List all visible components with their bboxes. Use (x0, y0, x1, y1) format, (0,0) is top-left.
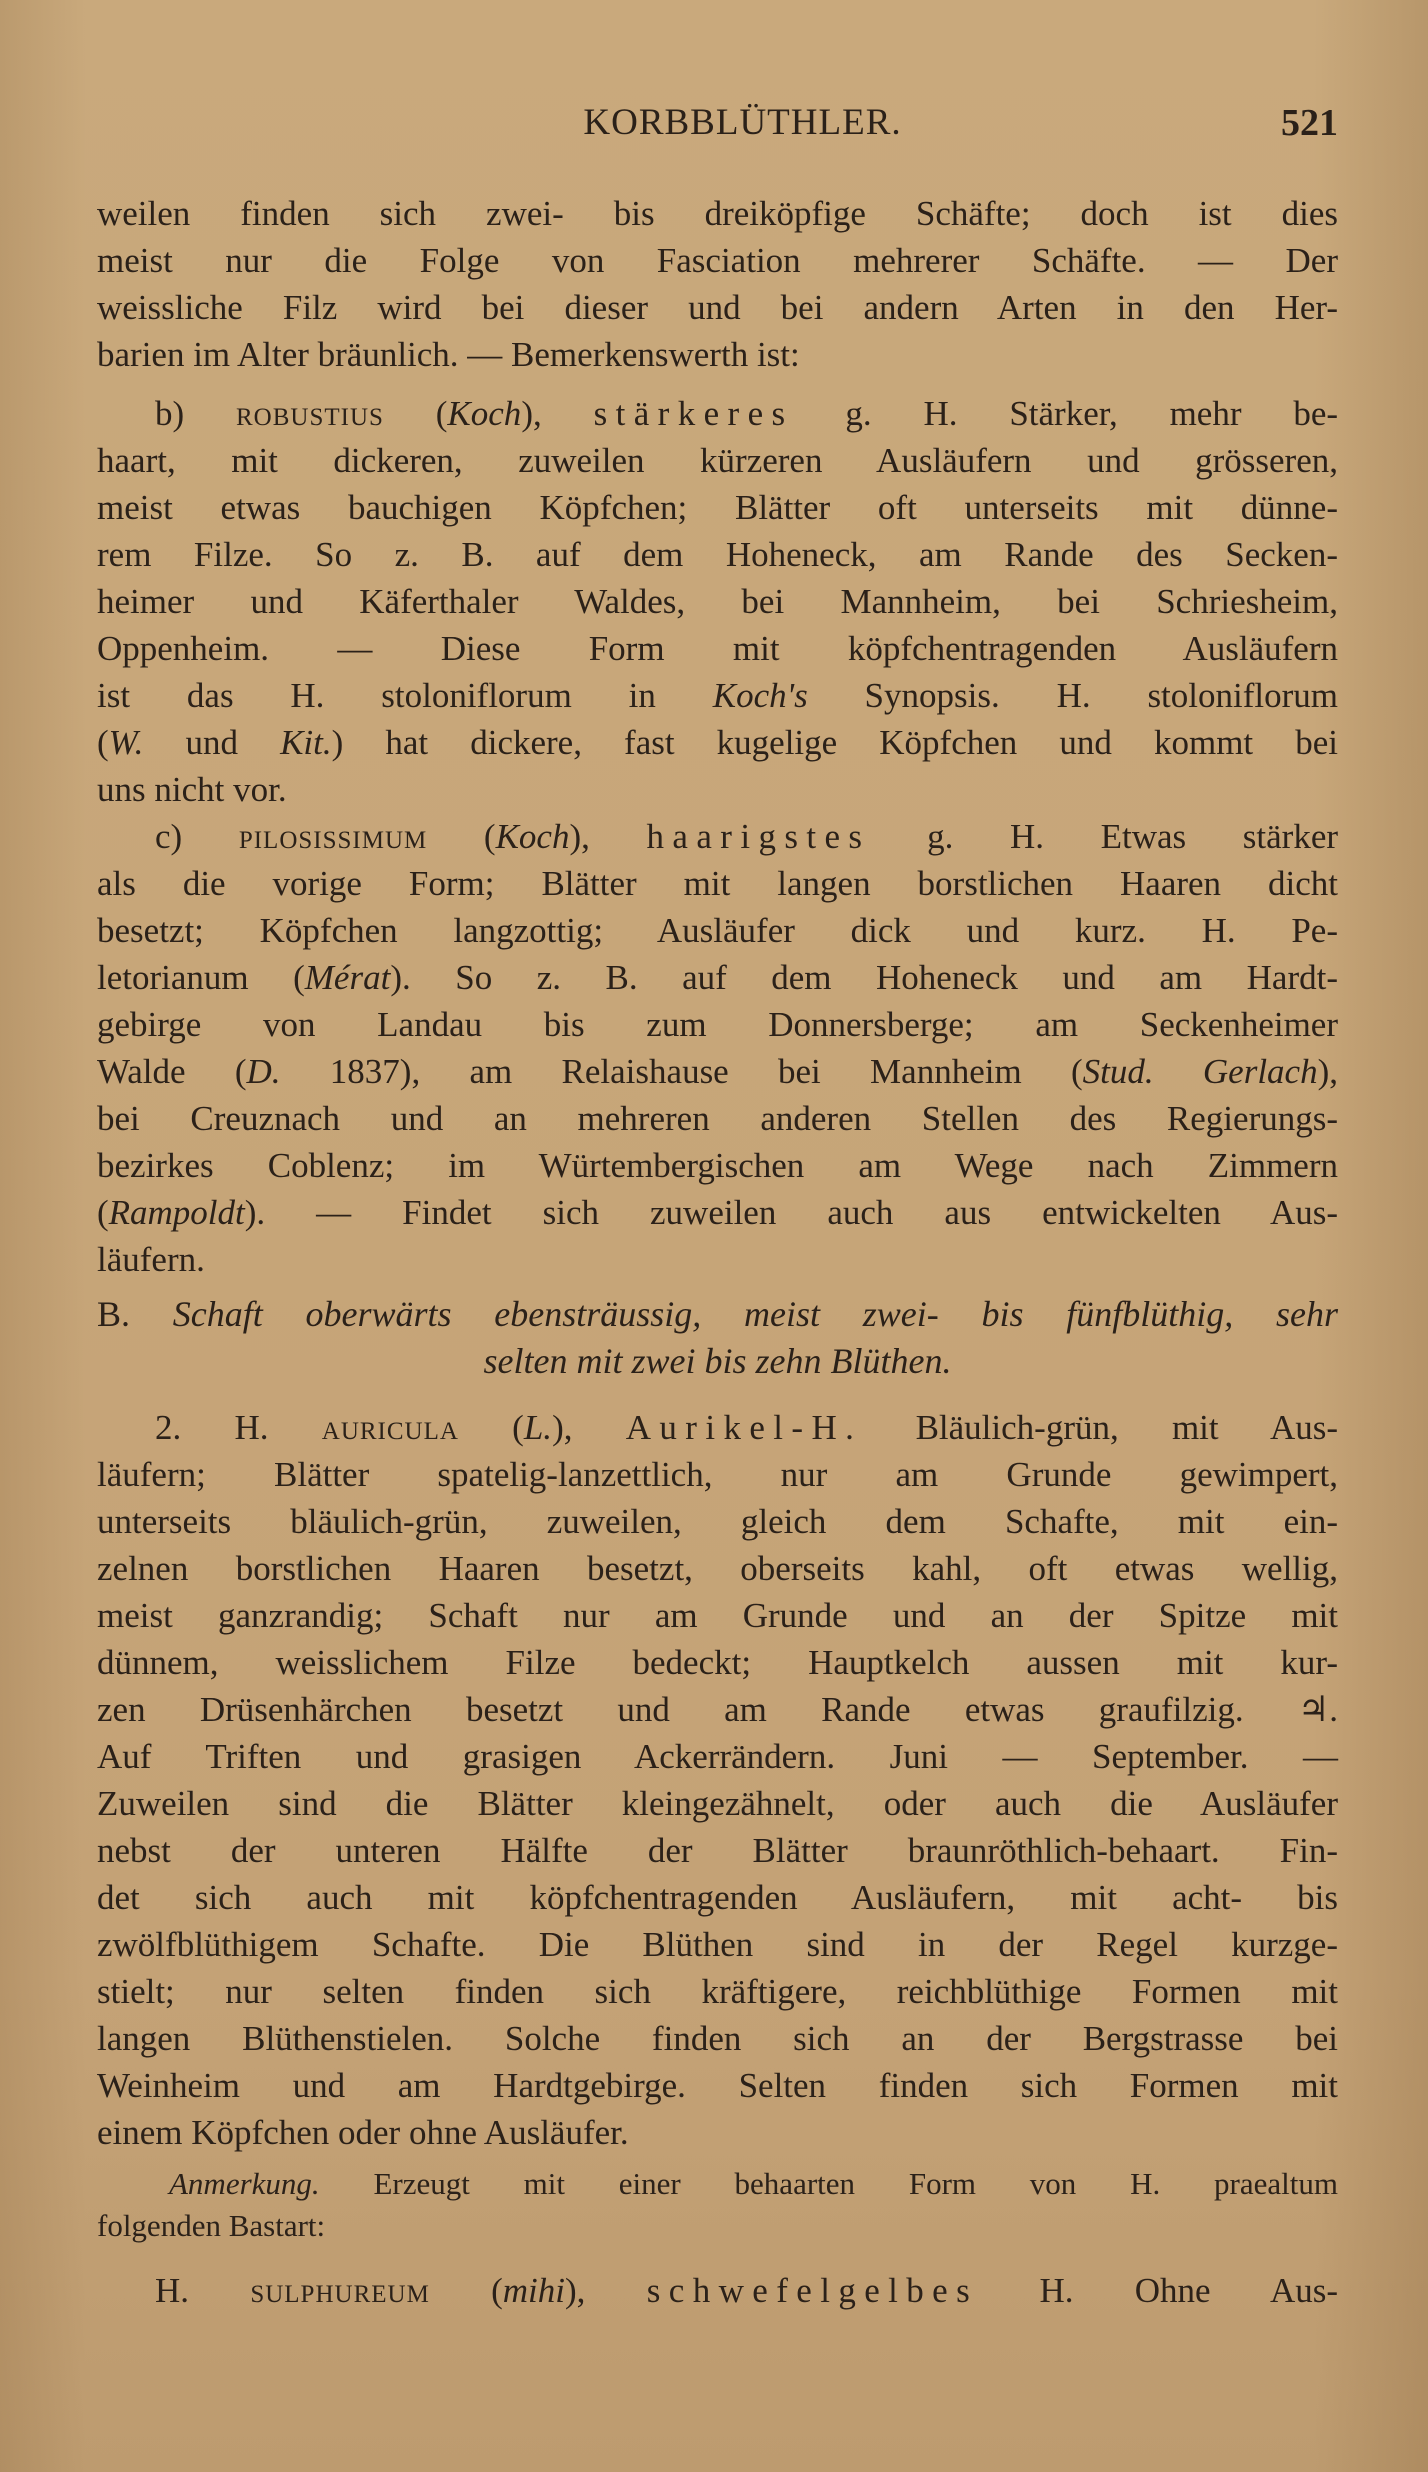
text-segment: weissliche Filz wird bei dieser und bei andern Arten in den Her- (97, 288, 1338, 327)
text-line (97, 719, 1338, 766)
text-segment: haart, mit dickeren, zuweilen kürzeren Ausläufern und grösseren, (97, 441, 1338, 480)
text-segment: ( (383, 394, 448, 433)
text-segment: meist ganzrandig; Schaft nur am Grunde und an der Spitze mit (97, 1596, 1338, 1635)
text-line (97, 766, 1338, 813)
text-line (97, 1291, 1338, 1338)
text-line (97, 2163, 1338, 2205)
text-segment: ), (565, 2271, 647, 2310)
text-segment: letorianum ( (97, 958, 305, 997)
text-segment: barien im Alter bräunlich. — Bemerkenswerth ist: (97, 335, 800, 374)
italic-text: mihi (502, 2271, 566, 2310)
text-line (97, 2205, 1338, 2247)
text-line (97, 190, 1338, 237)
text-line (97, 1338, 1338, 1385)
text-segment: stielt; nur selten finden sich kräftigere, reichblüthige Formen mit (97, 1972, 1338, 2011)
text-segment: ), (552, 1408, 626, 1447)
italic-text: Koch (495, 817, 570, 856)
text-line (97, 1639, 1338, 1686)
text-segment: ( (458, 1408, 524, 1447)
text-segment: Auf Triften und grasigen Ackerrändern. Juni — September. — (97, 1737, 1338, 1776)
italic-text: selten mit zwei bis zehn Blüthen. (483, 1341, 952, 1381)
text-line (97, 2015, 1338, 2062)
text-segment: 2. H. (155, 1408, 322, 1447)
spaced-common-name: Aurikel-H. (625, 1408, 863, 1447)
text-segment: g. H. Etwas stärker (870, 817, 1339, 856)
text-segment: ), (521, 394, 594, 433)
text-line (97, 1874, 1338, 1921)
text-line (97, 1921, 1338, 1968)
text-segment: Zuweilen sind die Blätter kleingezähnelt, oder auch die Ausläufer (97, 1784, 1338, 1823)
text-segment: H. Ohne Aus- (978, 2271, 1339, 2310)
spaced-common-name: stärkeres (593, 394, 794, 433)
spaced-common-name: schwefelgelbes (646, 2271, 979, 2310)
text-line (97, 390, 1338, 437)
text-segment: zwölfblüthigem Schafte. Die Blüthen sind in der Regel kurzge- (97, 1925, 1338, 1964)
text-line (97, 284, 1338, 331)
running-title: KORBBLÜTHLER. (583, 102, 902, 143)
text-segment: Walde ( (97, 1052, 247, 1091)
text-line (97, 625, 1338, 672)
italic-text: Anmerkung. (169, 2166, 320, 2201)
text-segment: ist das H. stoloniflorum in (97, 676, 713, 715)
text-segment: langen Blüthenstielen. Solche finden sich an der Bergstrasse bei (97, 2019, 1338, 2058)
italic-text: Kit. (280, 723, 332, 762)
text-segment: B. (97, 1294, 173, 1334)
text-segment: ( (97, 1193, 109, 1232)
text-line (97, 907, 1338, 954)
text-segment: Erzeugt mit einer behaarten Form von H. praealtum (319, 2166, 1338, 2201)
text-segment: einem Köpfchen oder ohne Ausläufer. (97, 2113, 629, 2152)
text-segment: meist nur die Folge von Fasciation mehrerer Schäfte. — Der (97, 241, 1338, 280)
text-line (97, 813, 1338, 860)
text-line (97, 578, 1338, 625)
text-segment: meist etwas bauchigen Köpfchen; Blätter oft unterseits mit dünne- (97, 488, 1338, 527)
text-segment: uns nicht vor. (97, 770, 287, 809)
text-segment: und (143, 723, 281, 762)
text-segment: H. (155, 2271, 251, 2310)
text-segment: bezirkes Coblenz; im Würtembergischen am Wege nach Zimmern (97, 1146, 1338, 1185)
text-segment: Synopsis. H. stoloniflorum (807, 676, 1338, 715)
text-segment: 1837), am Relaishause bei Mannheim ( (280, 1052, 1083, 1091)
text-segment: als die vorige Form; Blätter mit langen borstlichen Haaren dicht (97, 864, 1338, 903)
text-segment: det sich auch mit köpfchentragenden Ausläufern, mit acht- bis (97, 1878, 1338, 1917)
italic-text: D. (246, 1052, 281, 1091)
text-segment: ( (97, 723, 109, 762)
text-line (97, 1001, 1338, 1048)
text-segment: dünnem, weisslichem Filze bedeckt; Hauptkelch aussen mit kur- (97, 1643, 1338, 1682)
text-line (97, 1780, 1338, 1827)
text-line (97, 1189, 1338, 1236)
text-segment: ). — Findet sich zuweilen auch aus entwickelten Aus- (244, 1193, 1338, 1232)
text-segment: ), (1317, 1052, 1338, 1091)
text-segment: ( (427, 817, 496, 856)
text-line (97, 1545, 1338, 1592)
text-segment: c) (155, 817, 239, 856)
text-segment: heimer und Käferthaler Waldes, bei Mannheim, bei Schriesheim, (97, 582, 1338, 621)
text-line (97, 1592, 1338, 1639)
paragraph (97, 2267, 1338, 2314)
italic-text: Stud. Gerlach (1082, 1052, 1318, 1091)
text-segment: rem Filze. So z. B. auf dem Hoheneck, am Rande des Secken- (97, 535, 1338, 574)
paragraph (97, 1404, 1338, 2156)
small-caps-name: pilosissimum (238, 817, 428, 856)
text-line (97, 1686, 1338, 1733)
text-segment: gebirge von Landau bis zum Donnersberge; am Seckenheimer (97, 1005, 1338, 1044)
text-segment: läufern; Blätter spatelig-lanzettlich, nur am Grunde gewimpert, (97, 1455, 1338, 1494)
text-segment: zen Drüsenhärchen besetzt und am Rande etwas graufilzig. ♃. (97, 1690, 1338, 1729)
text-line (97, 1733, 1338, 1780)
text-segment: bei Creuznach und an mehreren anderen Stellen des Regierungs- (97, 1099, 1338, 1138)
text-line (97, 1236, 1338, 1283)
text-segment: Weinheim und am Hardtgebirge. Selten finden sich Formen mit (97, 2066, 1338, 2105)
text-line (97, 437, 1338, 484)
italic-text: Mérat (304, 958, 391, 997)
italic-text: Koch (447, 394, 522, 433)
text-line (97, 1827, 1338, 1874)
text-segment: Bläulich-grün, mit Aus- (862, 1408, 1338, 1447)
text-segment: b) (155, 394, 236, 433)
text-line (97, 1498, 1338, 1545)
italic-text: Koch's (712, 676, 808, 715)
italic-text: W. (108, 723, 144, 762)
text-segment: nebst der unteren Hälfte der Blätter braunröthlich-behaart. Fin- (97, 1831, 1338, 1870)
text-line (97, 1095, 1338, 1142)
text-line (97, 531, 1338, 578)
text-segment: g. H. Stärker, mehr be- (793, 394, 1339, 433)
small-caps-name: auricula (321, 1408, 459, 1447)
text-line (97, 1451, 1338, 1498)
paragraph (97, 2163, 1338, 2247)
text-line (97, 860, 1338, 907)
text-line (97, 237, 1338, 284)
paragraph (97, 813, 1338, 1283)
text-line (97, 331, 1338, 378)
italic-text: L. (523, 1408, 553, 1447)
page-number: 521 (1281, 102, 1338, 144)
text-segment: ). So z. B. auf dem Hoheneck und am Hardt- (390, 958, 1338, 997)
text-line (97, 1404, 1338, 1451)
text-segment: weilen finden sich zwei- bis dreiköpfige Schäfte; doch ist dies (97, 194, 1338, 233)
text-segment: zelnen borstlichen Haaren besetzt, oberseits kahl, oft etwas wellig, (97, 1549, 1338, 1588)
text-line (97, 1048, 1338, 1095)
paragraph (97, 1291, 1338, 1385)
text-column (97, 190, 1338, 2314)
text-segment: folgenden Bastart: (97, 2208, 326, 2243)
paragraph (97, 190, 1338, 378)
small-caps-name: robustius (236, 394, 384, 433)
text-line (97, 484, 1338, 531)
spaced-common-name: haarigstes (646, 817, 871, 856)
text-line (97, 1968, 1338, 2015)
text-line (97, 672, 1338, 719)
text-line (97, 2109, 1338, 2156)
text-line (97, 954, 1338, 1001)
text-segment: ( (429, 2271, 503, 2310)
text-segment: Oppenheim. — Diese Form mit köpfchentragenden Ausläufern (97, 629, 1338, 668)
text-segment: besetzt; Köpfchen langzottig; Ausläufer dick und kurz. H. Pe- (97, 911, 1338, 950)
page-header (97, 96, 1338, 150)
text-segment: unterseits bläulich-grün, zuweilen, gleich dem Schafte, mit ein- (97, 1502, 1338, 1541)
paragraph (97, 390, 1338, 813)
text-segment: ) hat dickere, fast kugelige Köpfchen und kommt bei (331, 723, 1339, 762)
text-segment: läufern. (97, 1240, 205, 1279)
italic-text: Schaft oberwärts ebensträussig, meist zwei- bis fünfblüthig, sehr (172, 1294, 1338, 1334)
text-line (97, 1142, 1338, 1189)
text-line (97, 2062, 1338, 2109)
italic-text: Rampoldt (108, 1193, 245, 1232)
text-line (97, 2267, 1338, 2314)
small-caps-name: sulphureum (250, 2271, 430, 2310)
text-segment: ), (569, 817, 647, 856)
